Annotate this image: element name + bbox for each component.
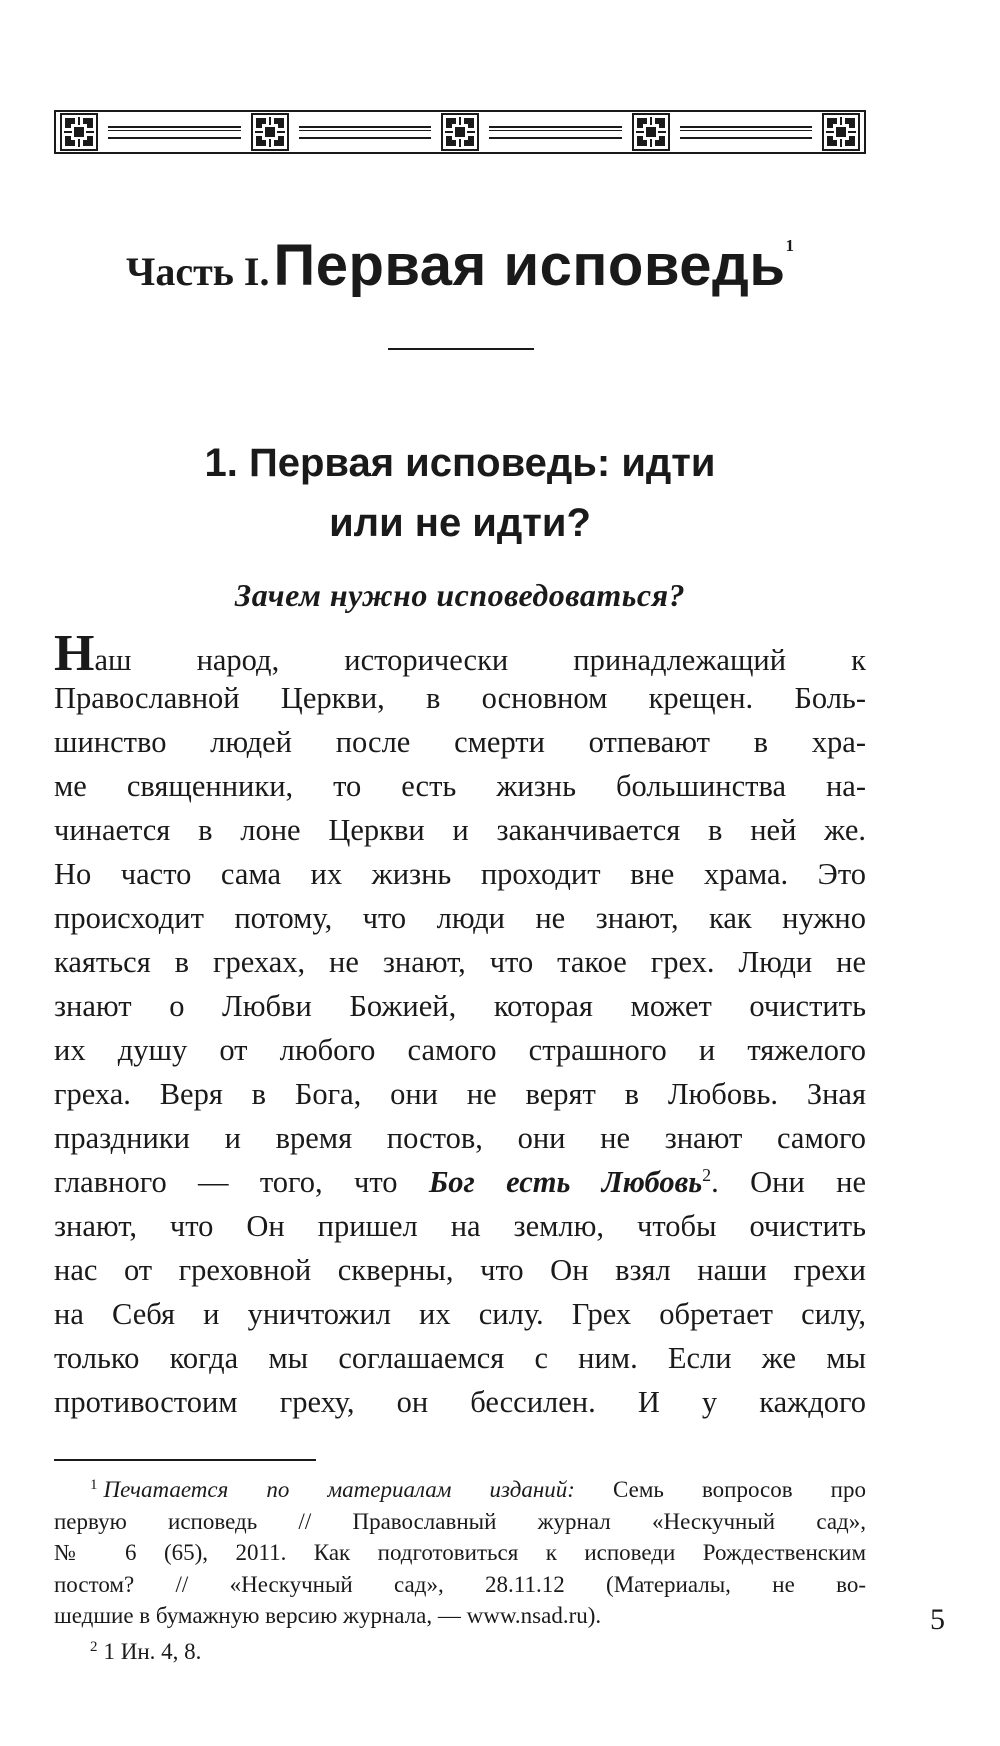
footnote-number: 1: [90, 1477, 98, 1493]
footnote-number: 2: [90, 1638, 98, 1655]
body-line: Православной Церкви, в основном крещен. Боль-: [54, 681, 866, 715]
body-line: чинается в лоне Церкви и заканчивается в ней же.: [54, 813, 866, 847]
body-line: знают, что Он пришел на землю, чтобы очистить: [54, 1209, 866, 1243]
body-line: главного — того, что Бог есть Любовь$^2$. Они не: [54, 1164, 866, 1199]
body-line: праздники и время постов, они не знают самого: [54, 1121, 866, 1155]
double-rule-divider: [680, 126, 813, 139]
body-line: происходит потому, что люди не знают, как нужно: [54, 901, 866, 935]
part-footnote-marker: 1: [785, 236, 794, 255]
celtic-knot-ornament-icon: [822, 113, 860, 151]
body-line: только когда мы соглашаемся с ним. Если же мы: [54, 1341, 866, 1375]
celtic-knot-ornament-icon: [441, 113, 479, 151]
footnote-line: № 6 (65), 2011. Как подготовиться к исповеди Рождественским: [54, 1540, 866, 1565]
celtic-knot-ornament-icon: [60, 113, 98, 151]
page-number: 5: [930, 1603, 945, 1636]
ornamental-header-band: [54, 110, 866, 154]
celtic-knot-ornament-icon: [251, 113, 289, 151]
celtic-knot-ornament-icon: [632, 113, 670, 151]
body-line: противостоим греху, он бессилен. И у каждого: [54, 1385, 866, 1419]
section-title: Зачем нужно исповедоваться?: [234, 577, 686, 613]
double-rule-divider: [108, 126, 241, 139]
body-line: Но часто сама их жизнь проходит вне храма. Это: [54, 857, 866, 891]
drop-cap: Н: [54, 625, 95, 682]
body-line: их душу от любого самого страшного и тяжелого: [54, 1033, 866, 1067]
body-paragraph: [54, 625, 866, 1424]
footnote-line: шедшие в бумажную версию журнала, — www.nsad.ru).: [54, 1603, 602, 1628]
body-line: шинство людей после смерти отпевают в хра-: [54, 725, 866, 759]
emphasis-phrase: Бог есть Любовь: [428, 1165, 703, 1199]
body-line: ме священники, то есть жизнь большинства на-: [54, 769, 866, 803]
part-label: Часть I.: [126, 249, 270, 294]
footnote-line: первую исповедь // Православный журнал «Нескучный сад»,: [54, 1508, 866, 1534]
part-title: [0, 232, 920, 299]
chapter-title-line-2: или не идти?: [329, 501, 591, 545]
body-line: Наш народ, исторически принадлежащий к: [54, 625, 866, 682]
body-line: знают о Любви Божией, которая может очистить: [54, 989, 866, 1023]
chapter-title-line-1: 1. Первая исповедь: идти: [204, 441, 716, 485]
body-line: каяться в грехах, не знают, что такое грех. Люди не: [54, 945, 866, 979]
footnote-separator: [54, 1459, 316, 1461]
double-rule-divider: [489, 126, 622, 139]
body-line: греха. Веря в Бога, они не верят в Любовь. Зная: [54, 1077, 866, 1111]
body-line: на Себя и уничтожил их силу. Грех обретает силу,: [54, 1297, 866, 1331]
footnote-1: $^1$ Печатается по материалам изданий: Семь вопросов про: [90, 1477, 866, 1502]
body-line: нас от греховной скверны, что Он взял наши грехи: [54, 1253, 866, 1287]
double-rule-divider: [299, 126, 432, 139]
chapter-title: [0, 433, 920, 553]
part-name: Первая исповедь: [273, 233, 786, 298]
footnotes: [54, 1470, 866, 1667]
title-underline-rule: [388, 348, 534, 350]
footnote-2: $^2$ 1 Ин. 4, 8.: [90, 1638, 202, 1664]
footnote-marker: 2: [702, 1164, 712, 1185]
footnote-line: постом? // «Нескучный сад», 28.11.12 (Материалы, не во-: [54, 1571, 866, 1597]
